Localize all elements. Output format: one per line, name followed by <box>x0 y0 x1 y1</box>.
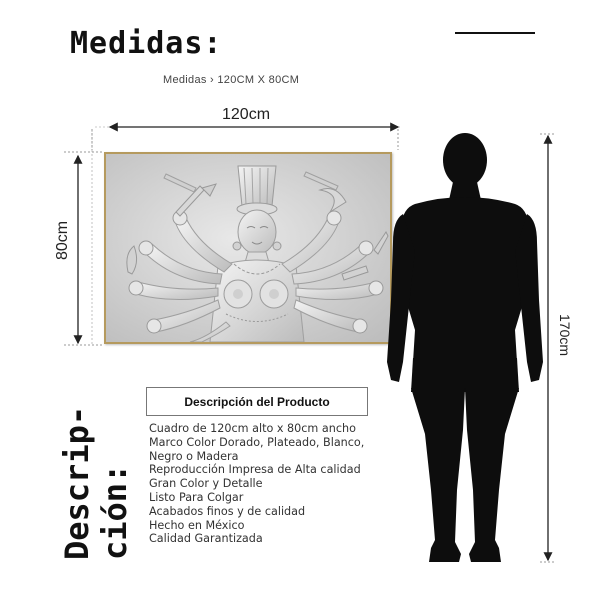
width-label: 120cm <box>222 106 271 123</box>
person-height-label: 170cm <box>557 314 573 357</box>
description-heading <box>58 340 134 560</box>
list-item: Marco Color Dorado, Plateado, Blanco, <box>149 435 365 449</box>
page-title: Medidas: <box>70 26 223 61</box>
deity-relief-image <box>106 154 390 342</box>
description-list <box>149 422 389 546</box>
human-silhouette-icon <box>385 130 545 566</box>
product-description-box: Descripción del Producto <box>146 387 368 416</box>
breadcrumb: Medidas › 120CM X 80CM <box>163 74 300 86</box>
framed-artwork <box>104 152 392 344</box>
description-heading-line1: Descrip- <box>58 405 96 560</box>
list-item: Reproducción Impresa de Alta calidad <box>149 463 361 477</box>
list-item: Cuadro de 120cm alto x 80cm ancho <box>149 422 356 435</box>
list-item: Gran Color y Detalle <box>149 477 263 491</box>
artwork-image <box>106 154 390 342</box>
description-heading-line2: ción: <box>96 463 134 560</box>
list-item: Calidad Garantizada <box>149 532 263 546</box>
list-item: Listo Para Colgar <box>149 490 244 504</box>
list-item: Hecho en México <box>149 518 245 532</box>
list-item: Negro o Madera <box>149 449 239 463</box>
height-label: 80cm <box>54 220 71 260</box>
list-item: Acabados finos y de calidad <box>149 504 306 518</box>
